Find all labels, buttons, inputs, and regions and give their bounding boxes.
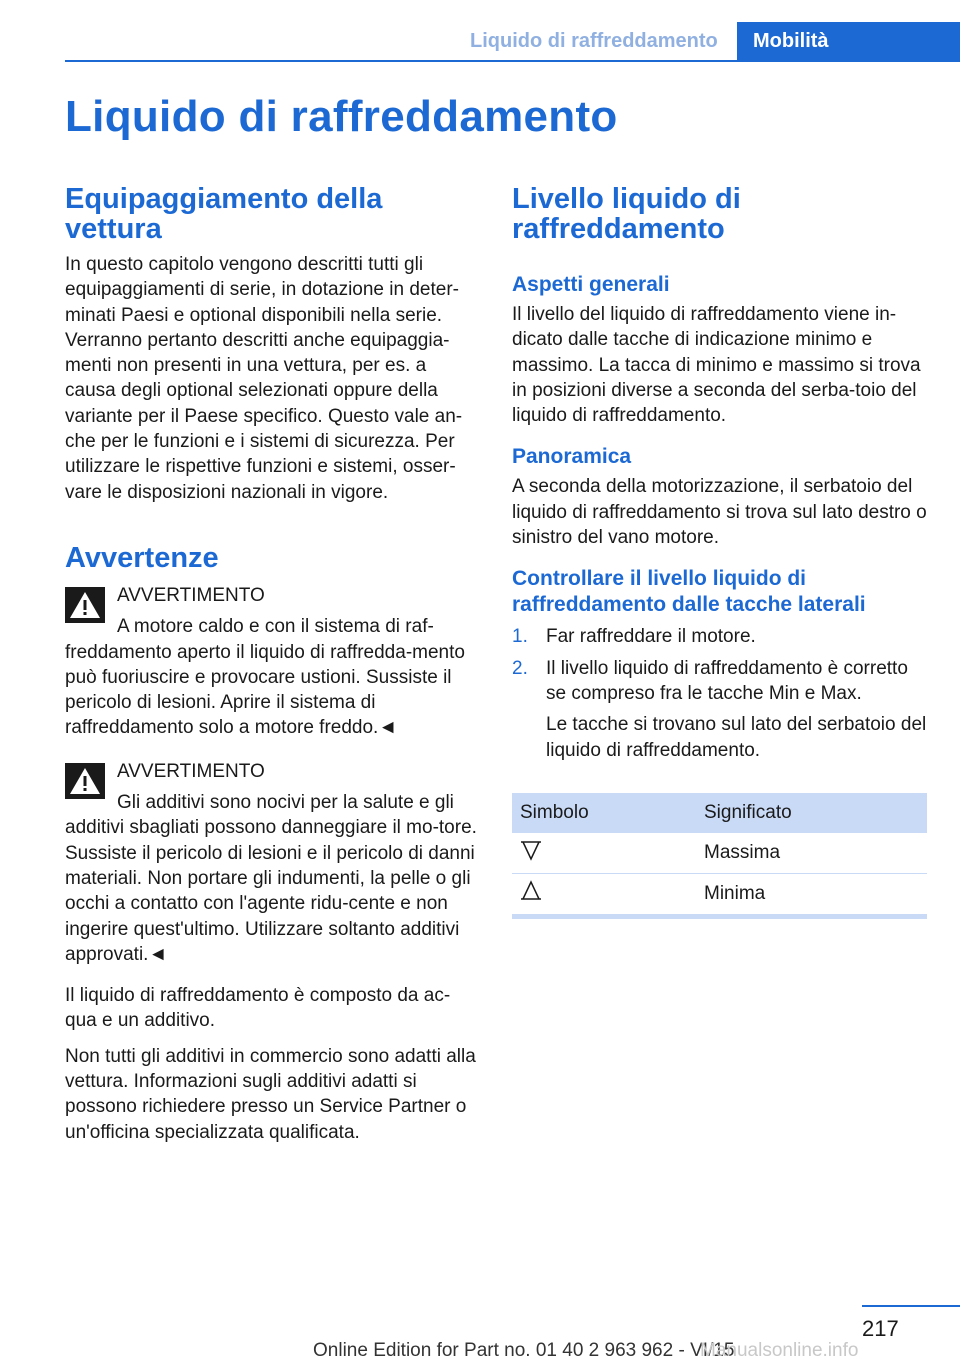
step-text: Far raffreddare il motore.	[546, 626, 756, 648]
page-title: Liquido di raffreddamento	[65, 92, 618, 141]
table-header-row	[512, 793, 927, 833]
column-header-symbol: Simbolo	[512, 793, 696, 833]
steps-list	[512, 624, 927, 762]
step-number: 2.	[512, 657, 528, 679]
edition-text: Online Edition for Part no. 01 40 2 963 962 - VI/15	[313, 1340, 735, 1361]
list-item	[512, 656, 927, 763]
equipment-text: In questo capitolo vengono descritti tutti gli equipaggiamenti di serie, in dotazione in deter-minati Paesi e optional disponibili nella serie. Verranno pertanto descritti anche equipaggia-menti non presenti in una vettura, per es. a causa degli optional selezionati oppure della variante per il Paese specifico. Questo vale an-che per le funzioni e i sistemi di sicurezza. Per utilizzare le rispettive funzioni e sistemi, osser-vare le disposizioni nazionali in vigore.	[65, 254, 463, 503]
warning-triangle-icon	[65, 763, 105, 799]
equipment-heading: Equipaggiamento della vettura	[65, 183, 383, 245]
warning-block-1	[65, 583, 480, 741]
general-heading: Aspetti generali	[512, 273, 670, 296]
additives-info-text: Non tutti gli additivi in commercio sono adatti alla vettura. Informazioni sugli additivi adatti si possono richiedere presso un Service Partner o un'officina specializzata qualificata.	[65, 1045, 476, 1143]
overview-heading: Panoramica	[512, 445, 632, 469]
coolant-composition-text: Il liquido di raffreddamento è composto da ac-qua e un additivo.	[65, 985, 451, 1032]
warning-text: A motore caldo e con il sistema di raf-freddamento aperto il liquido di raffredda-mento può fuoriuscire e provocare ustioni. Sussiste il pericolo di lesioni. Aprire il sistema di raffreddamento solo a motore freddo.◄	[65, 616, 465, 739]
symbol-table	[512, 793, 927, 919]
column-header-meaning: Significato	[696, 793, 927, 833]
warning-text: Gli additivi sono nocivi per la salute e gli additivi sbagliati possono danneggiare il mo-tore. Sussiste il pericolo di lesioni e il pericolo di danni materiali. Non portare gli indumenti, la pelle o gli occhi a contatto con l'agente ridu-cente e non ingerire quest'ultimo. Utilizzare soltanto additivi approvati.◄	[65, 792, 477, 965]
min-mark-icon	[520, 880, 542, 902]
warnings-heading: Avvertenze	[65, 541, 219, 574]
warning-triangle-icon	[65, 587, 105, 623]
page-number: 217	[862, 1316, 899, 1341]
meaning-cell: Minima	[696, 873, 927, 916]
watermark-site: Manualsonline.info	[700, 1340, 859, 1361]
general-text: Il livello del liquido di raffreddamento viene in-dicato dalle tacche di indicazione minimo e massimo. La tacca di minimo e massimo si trova in posizioni diverse a seconda del serba-toio del liquido di raffreddamento.	[512, 304, 921, 427]
warning-block-2	[65, 759, 480, 967]
table-row	[512, 873, 927, 916]
left-column	[65, 184, 480, 1145]
overview-text: A seconda della motorizzazione, il serbatoio del liquido di raffreddamento si trova sul lato destro o sinistro del vano motore.	[512, 476, 927, 549]
step-text: Il livello liquido di raffreddamento è corretto se compreso fra le tacche Min e Max.	[546, 657, 908, 704]
header-chapter-tab: Mobilità	[737, 22, 960, 62]
table-row	[512, 833, 927, 874]
page-number-rule	[862, 1305, 960, 1307]
list-item	[512, 624, 927, 649]
right-column	[512, 184, 927, 919]
coolant-level-heading: Livello liquido di raffreddamento	[512, 183, 741, 245]
step-subtext: Le tacche si trovano sul lato del serbatoio del liquido di raffreddamento.	[546, 714, 927, 761]
step-number: 1.	[512, 626, 528, 648]
header-rule	[65, 60, 960, 62]
check-level-heading: Controllare il livello liquido di raffreddamento dalle tacche laterali	[512, 567, 866, 617]
warning-label: AVVERTIMENTO	[117, 760, 265, 782]
header-section-title: Liquido di raffreddamento	[470, 30, 718, 52]
max-mark-icon	[520, 839, 542, 861]
warning-label: AVVERTIMENTO	[117, 584, 265, 606]
meaning-cell: Massima	[696, 833, 927, 874]
